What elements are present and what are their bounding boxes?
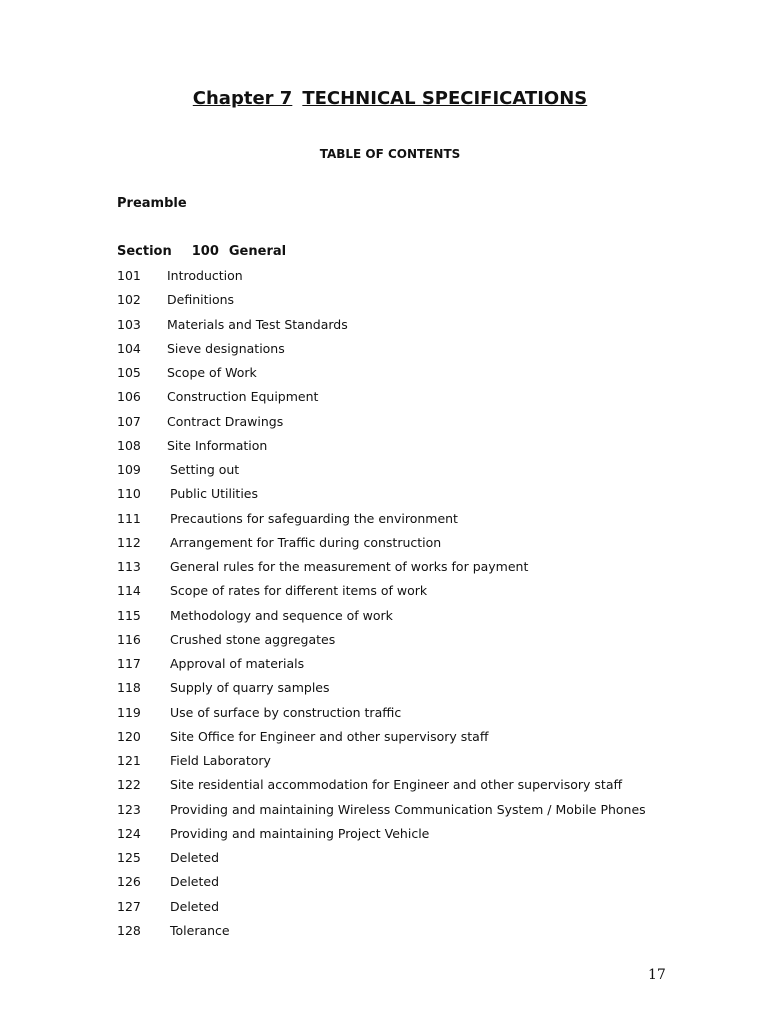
- toc-entry: [117, 608, 737, 632]
- toc-entry-number: 123: [117, 801, 141, 817]
- toc-entry: [117, 874, 737, 898]
- toc-entry: [117, 414, 737, 438]
- page-number: 17: [648, 967, 666, 983]
- toc-entry-title: Public Utilities: [170, 486, 259, 502]
- toc-entry: [117, 486, 737, 510]
- toc-entry-number: 101: [117, 268, 141, 283]
- toc-entry: [117, 826, 737, 850]
- toc-entry: [117, 438, 737, 462]
- section-label: Section: [117, 244, 172, 259]
- toc-entry-title: Crushed stone aggregates: [170, 631, 336, 647]
- toc-entry-title: Tolerance: [170, 922, 230, 938]
- toc-entry-title: Site residential accommodation for Engineer and other supervisory staff: [170, 777, 623, 793]
- toc-entry: [117, 462, 737, 486]
- toc-entry: [117, 923, 737, 947]
- toc-entry: [117, 680, 737, 704]
- toc-entry: [117, 268, 737, 292]
- toc-entry: [117, 753, 737, 777]
- toc-entry-number: 124: [117, 825, 141, 841]
- section-number: 100: [191, 244, 219, 259]
- toc-entry-title: Precautions for safeguarding the environment: [170, 510, 458, 526]
- toc-entry-title: Providing and maintaining Wireless Communication System / Mobile Phones: [170, 801, 646, 817]
- toc-entry-number: 111: [117, 510, 141, 526]
- toc-entry-number: 116: [117, 631, 141, 647]
- toc-entry-title: Scope of rates for different items of work: [170, 583, 428, 599]
- toc-entry-title: Deleted: [170, 850, 220, 865]
- toc-entry-number: 115: [117, 607, 141, 623]
- toc-entry-number: 107: [117, 413, 141, 429]
- toc-entry: [117, 705, 737, 729]
- toc-entry-title: Construction Equipment: [167, 389, 319, 405]
- chapter-name: TECHNICAL SPECIFICATIONS: [302, 88, 588, 109]
- toc-entry: [117, 389, 737, 413]
- toc-entry-number: 121: [117, 753, 141, 768]
- toc-entry: [117, 899, 737, 923]
- section-name: General: [228, 244, 287, 259]
- toc-entry-number: 112: [117, 534, 141, 550]
- toc-entry-number: 117: [117, 656, 141, 671]
- toc-entry-title: Sieve designations: [167, 340, 285, 356]
- toc-entry-number: 119: [117, 704, 141, 720]
- toc-entry-title: Contract Drawings: [167, 413, 284, 429]
- toc-entry-title: Use of surface by construction traffic: [170, 704, 402, 720]
- toc-entry: [117, 535, 737, 559]
- toc-entry: [117, 511, 737, 535]
- toc-entry-number: 106: [117, 389, 141, 405]
- toc-entry-number: 108: [117, 437, 141, 453]
- preamble-heading: Preamble: [117, 196, 187, 211]
- toc-entry-title: Setting out: [170, 462, 240, 477]
- toc-entry-number: 118: [117, 680, 141, 696]
- toc-entry-number: 105: [117, 365, 141, 380]
- toc-list: [117, 268, 737, 947]
- toc-entry-title: Providing and maintaining Project Vehicle: [170, 825, 430, 841]
- toc-entry-number: 128: [117, 922, 141, 938]
- toc-entry: [117, 583, 737, 607]
- toc-entry-number: 127: [117, 898, 141, 914]
- toc-heading: TABLE OF CONTENTS: [319, 147, 461, 161]
- toc-entry-title: Deleted: [170, 898, 220, 914]
- toc-entry: [117, 341, 737, 365]
- toc-entry: [117, 850, 737, 874]
- toc-entry: [117, 292, 737, 316]
- toc-entry: [117, 559, 737, 583]
- toc-entry-title: Supply of quarry samples: [170, 680, 330, 696]
- toc-entry: [117, 802, 737, 826]
- section-heading: [117, 244, 286, 259]
- toc-entry: [117, 365, 737, 389]
- toc-entry-title: Methodology and sequence of work: [170, 607, 393, 623]
- toc-entry-number: 122: [117, 777, 141, 793]
- toc-entry-title: Definitions: [167, 292, 235, 308]
- toc-entry: [117, 777, 737, 801]
- toc-entry-title: Field Laboratory: [170, 753, 271, 768]
- toc-entry: [117, 729, 737, 753]
- toc-entry-title: Introduction: [167, 268, 243, 283]
- toc-entry-number: 126: [117, 874, 141, 890]
- toc-entry-title: Arrangement for Traffic during construction: [170, 534, 442, 550]
- chapter-title: [0, 88, 768, 109]
- toc-entry-number: 103: [117, 316, 141, 332]
- toc-entry-number: 113: [117, 559, 141, 574]
- toc-entry: [117, 632, 737, 656]
- toc-entry-title: Site Office for Engineer and other supervisory staff: [170, 728, 489, 744]
- toc-entry-number: 114: [117, 583, 141, 599]
- toc-entry-title: Scope of Work: [167, 365, 257, 380]
- toc-entry-number: 110: [117, 486, 141, 502]
- toc-entry-title: General rules for the measurement of works for payment: [170, 559, 529, 574]
- chapter-label: Chapter 7: [192, 88, 293, 109]
- toc-entry: [117, 317, 737, 341]
- toc-entry-number: 125: [117, 850, 141, 865]
- toc-entry: [117, 656, 737, 680]
- toc-entry-title: Site Information: [167, 437, 268, 453]
- toc-entry-title: Deleted: [170, 874, 220, 890]
- toc-entry-number: 109: [117, 462, 141, 477]
- toc-entry-title: Materials and Test Standards: [167, 316, 348, 332]
- toc-entry-number: 104: [117, 340, 141, 356]
- toc-entry-number: 102: [117, 292, 141, 308]
- toc-entry-title: Approval of materials: [170, 656, 305, 671]
- toc-entry-number: 120: [117, 728, 141, 744]
